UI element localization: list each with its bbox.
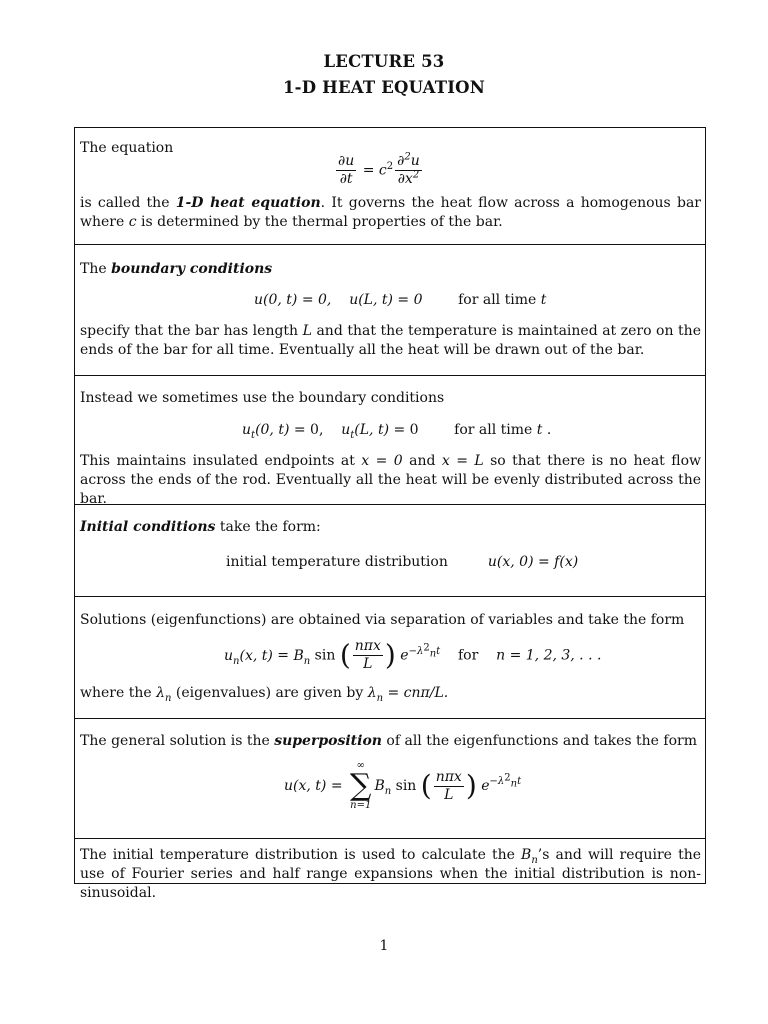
insulated-conditions-intro: Instead we sometimes use the boundary conditions xyxy=(80,390,445,406)
eigenfunction-equation: $u_n(x$, $t) = B_n$ sin ( $\frac{\text{nπx}}{L}$ ) $e^{-\lambda^2_nt}$ for n = 1, 2, 3, . . . xyxy=(224,638,602,672)
heat-equation-intro: The equation xyxy=(80,140,174,156)
general-solution-equation: u(x, t) = ∞ ∑ n=1 $B_n$ sin ( $\frac{\text{nπx}}{L}$ ) $e^{-\lambda^2_nt}$ xyxy=(284,760,522,811)
section-divider xyxy=(75,244,705,245)
lecture-number: LECTURE 53 xyxy=(323,52,445,71)
term-initial-conditions: Initial conditions xyxy=(80,519,216,535)
term-heat-equation: 1-D heat equation xyxy=(175,195,321,211)
initial-condition-equation: initial temperature distribution u(x, 0) = f(x) xyxy=(226,554,579,570)
insulated-conditions-description: This maintains insulated endpoints at x = 0 and x = L so that there is no heat flow across the ends of the rod. Eventually all the heat will be evenly distributed across the bar. xyxy=(80,453,701,507)
summary-box xyxy=(74,127,706,901)
eigenvalues-description: where the $\lambda_n$ (eigenvalues) are given by $\lambda_n = cn\pi/L$. xyxy=(80,685,449,704)
section-divider xyxy=(75,375,705,376)
term-boundary-conditions: boundary conditions xyxy=(111,261,273,277)
neumann-boundary-equation: $u_t(0$, t) = 0, $u_t(L$, t) = 0 for all time t . xyxy=(242,422,552,441)
page-number: 1 xyxy=(379,938,389,954)
general-solution-intro: The general solution is the superposition of all the eigenfunctions and takes the form xyxy=(80,733,697,749)
section-divider xyxy=(75,718,705,719)
fourier-series-note: The initial temperature distribution is used to calculate the $B_n’s$ and will require the use of Fourier series and half range expansions when the initial distribution is non-sinusoidal. xyxy=(80,847,702,901)
heat-equation: $\frac{\partial u}{\partial t}$ = $c^2$ $\frac{\partial^2u}{\partial x^2}$ xyxy=(338,151,420,187)
dirichlet-boundary-equation: u(0, t) = 0, u(L, t) = 0 for all time t xyxy=(254,292,547,308)
initial-conditions-heading: Initial conditions take the form: xyxy=(80,519,321,535)
boundary-conditions-description: specify that the bar has length L and that the temperature is maintained at zero on the ends of the bar for all time. Eventually all the heat will be drawn out of the bar. xyxy=(80,323,701,358)
eigenfunctions-intro: Solutions (eigenfunctions) are obtained via separation of variables and take the form xyxy=(80,612,685,628)
boundary-conditions-heading: The boundary conditions xyxy=(80,261,273,277)
lecture-title: 1-D HEAT EQUATION xyxy=(282,78,486,97)
heat-equation-description: is called the 1-D heat equation. It governs the heat flow across a homogenous bar where c is determined by the thermal properties of the bar. xyxy=(80,195,701,230)
section-divider xyxy=(75,596,705,597)
term-superposition: superposition xyxy=(274,733,382,749)
section-divider xyxy=(75,504,705,505)
section-divider xyxy=(75,838,705,839)
